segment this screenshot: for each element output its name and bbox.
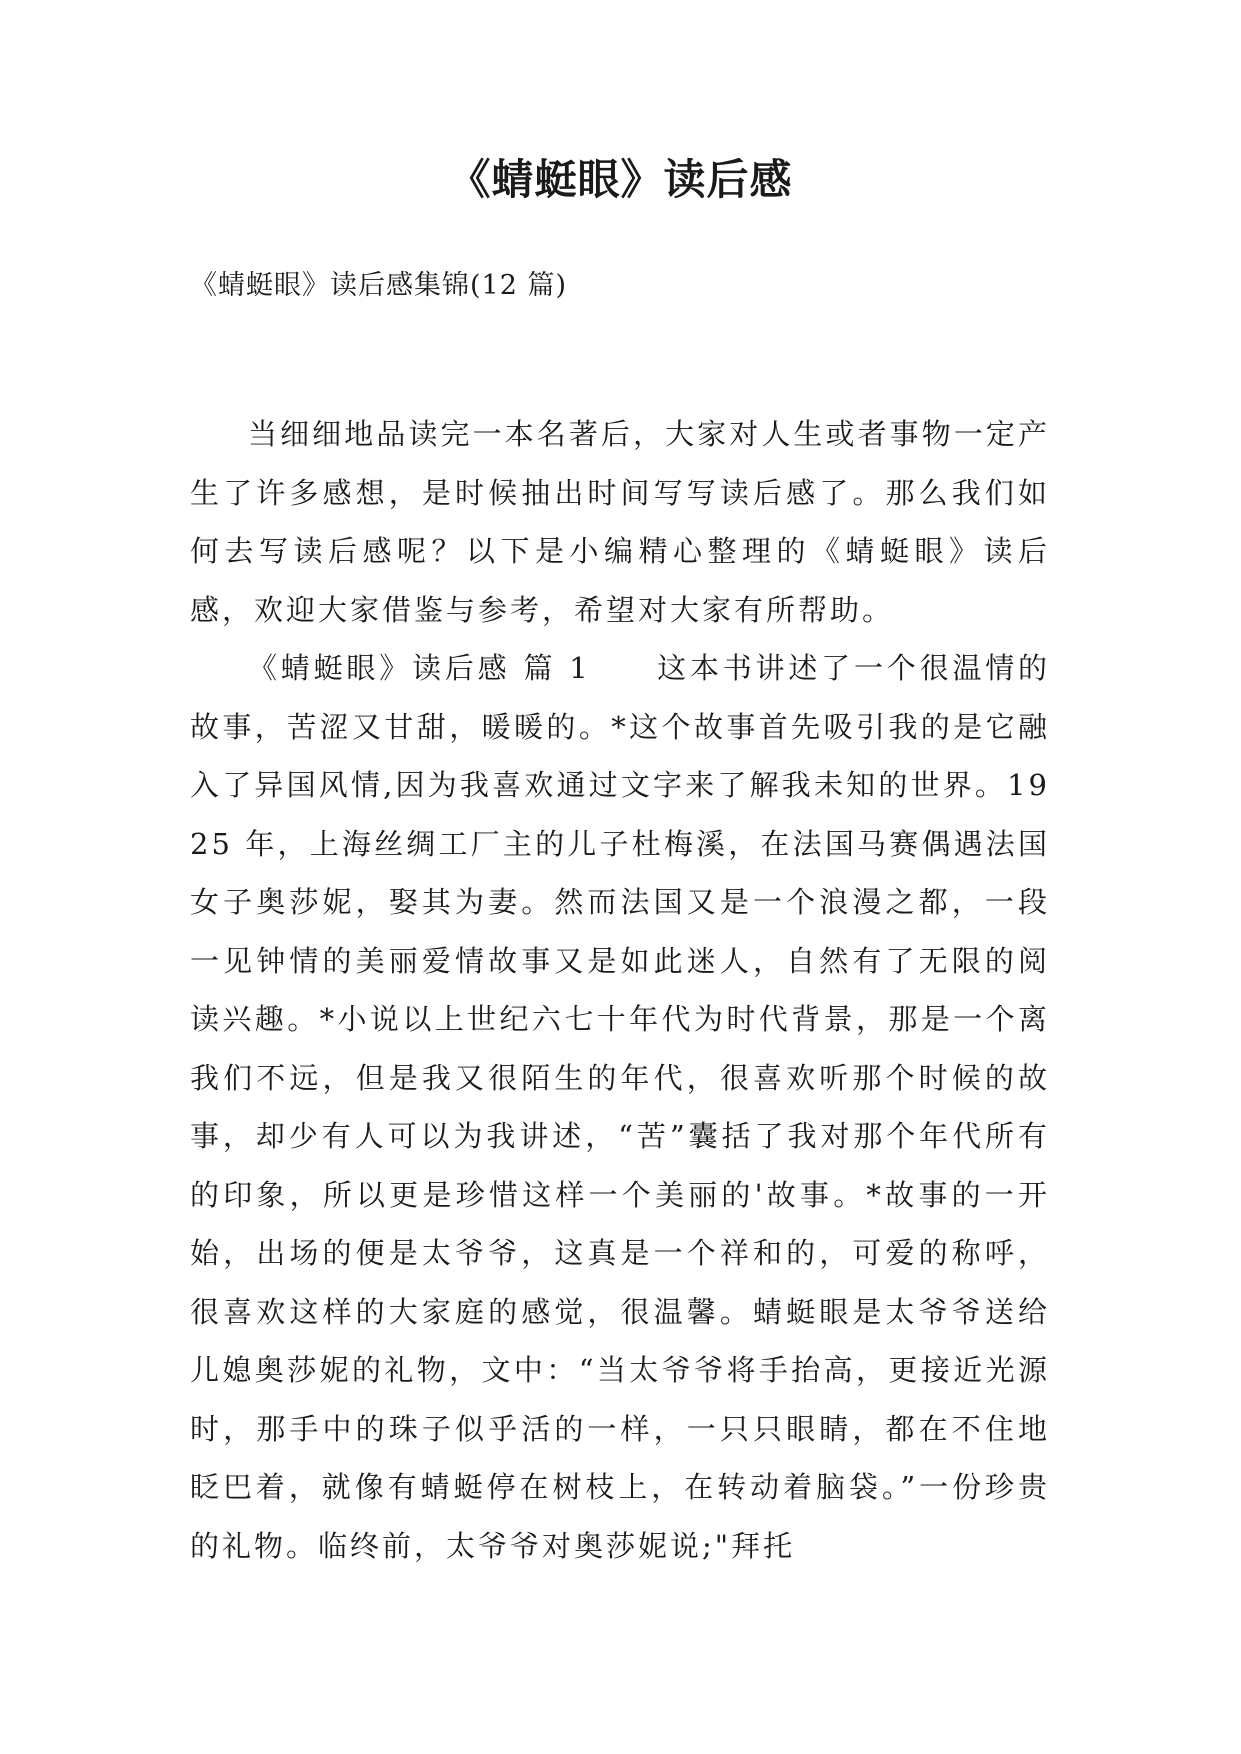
document-body: [190, 405, 1050, 1575]
document-title: 《蜻蜓眼》读后感: [448, 155, 793, 204]
document-subtitle: 《蜻蜓眼》读后感集锦(12 篇): [190, 270, 568, 301]
essay-paragraph-1: 《蜻蜓眼》读后感 篇 1 这本书讲述了一个很温情的故事，苦涩又甘甜，暖暖的。*这个故事首先吸引我的是它融入了异国风情,因为我喜欢通过文字来了解我未知的世界。1925 年，上海丝绸工厂主的儿子杜梅溪，在法国马赛偶遇法国女子奥莎妮，娶其为妻。然而法国又是一个浪漫之都，一段一见钟情的美丽爱情故事又是如此迷人，自然有了无限的阅读兴趣。*小说以上世纪六七十年代为时代背景，那是一个离我们不远，但是我又很陌生的年代，很喜欢听那个时候的故事，却少有人可以为我讲述，“苦”囊括了我对那个年代所有的印象，所以更是珍惜这样一个美丽的'故事。*故事的一开始，出场的便是太爷爷，这真是一个祥和的，可爱的称呼，很喜欢这样的大家庭的感觉，很温馨。蜻蜓眼是太爷爷送给儿媳奥莎妮的礼物，文中：“当太爷爷将手抬高，更接近光源时，那手中的珠子似乎活的一样，一只只眼睛，都在不住地眨巴着，就像有蜻蜓停在树枝上，在转动着脑袋。”一份珍贵的礼物。临终前，太爷爷对奥莎妮说;"拜托: [190, 651, 1050, 1563]
intro-paragraph: 当细细地品读完一本名著后，大家对人生或者事物一定产生了许多感想，是时候抽出时间写写读后感了。那么我们如何去写读后感呢？以下是小编精心整理的《蜻蜓眼》读后感，欢迎大家借鉴与参考，希望对大家有所帮助。: [190, 417, 1050, 627]
